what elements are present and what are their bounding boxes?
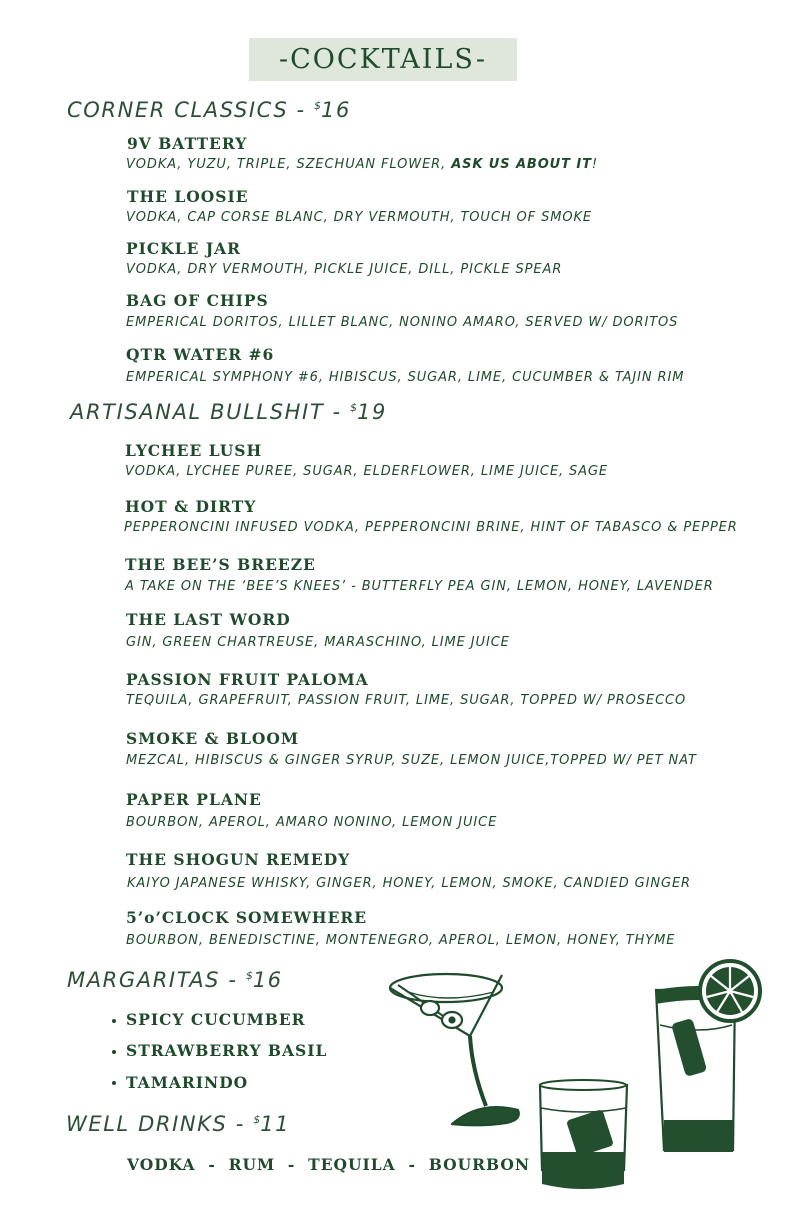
cocktail-name: LYCHEE LUSH xyxy=(125,441,263,460)
cocktail-description: EMPERICAL SYMPHONY #6, HIBISCUS, SUGAR, LIME, CUCUMBER & TAJIN RIM xyxy=(126,370,685,385)
cocktail-name: PAPER PLANE xyxy=(126,790,262,809)
cocktail-name: THE SHOGUN REMEDY xyxy=(126,850,351,869)
cocktail-description: GIN, GREEN CHARTREUSE, MARASCHINO, LIME JUICE xyxy=(126,635,510,650)
whiskey-glass-icon xyxy=(540,1080,627,1189)
menu-title: -COCKTAILS- xyxy=(279,44,487,75)
section-title: CORNER CLASSICS - xyxy=(67,98,314,122)
currency-symbol: $ xyxy=(313,99,321,112)
cocktail-name: PICKLE JAR xyxy=(126,239,242,258)
cocktail-name: HOT & DIRTY xyxy=(125,497,257,516)
lime-slice-icon xyxy=(700,961,760,1021)
cocktail-name: THE BEE’S BREEZE xyxy=(125,555,316,574)
martini-glass-icon xyxy=(390,974,519,1125)
cocktail-description: VODKA, CAP CORSE BLANC, DRY VERMOUTH, TOUCH OF SMOKE xyxy=(126,210,593,225)
cocktail-name: 5’o’CLOCK SOMEWHERE xyxy=(126,908,368,927)
cocktail-name: PASSION FRUIT PALOMA xyxy=(126,670,369,689)
cocktail-name: THE LAST WORD xyxy=(126,610,291,629)
currency-symbol: $ xyxy=(349,401,357,414)
cocktail-description: PEPPERONCINI INFUSED VODKA, PEPPERONCINI BRINE, HINT OF TABASCO & PEPPER xyxy=(124,520,738,535)
cocktail-description: EMPERICAL DORITOS, LILLET BLANC, NONINO AMARO, SERVED W/ DORITOS xyxy=(126,315,679,330)
cocktail-description: VODKA, DRY VERMOUTH, PICKLE JUICE, DILL, PICKLE SPEAR xyxy=(126,262,563,277)
section-title: ARTISANAL BULLSHIT - xyxy=(70,400,350,424)
section-title: MARGARITAS - xyxy=(67,968,246,992)
cocktail-description: MEZCAL, HIBISCUS & GINGER SYRUP, SUZE, LEMON JUICE,TOPPED W/ PET NAT xyxy=(126,753,697,768)
currency-symbol: $ xyxy=(253,1113,261,1126)
cocktail-description: KAIYO JAPANESE WHISKY, GINGER, HONEY, LEMON, SMOKE, CANDIED GINGER xyxy=(127,876,691,891)
section-price: 19 xyxy=(356,400,387,424)
currency-symbol: $ xyxy=(245,969,253,982)
margarita-item: SPICY CUCUMBER xyxy=(126,1010,306,1029)
section-title: WELL DRINKS - xyxy=(66,1112,254,1136)
cocktail-description: BOURBON, BENEDISCTINE, MONTENEGRO, APEROL, LEMON, HONEY, THYME xyxy=(126,933,676,948)
section-price: 11 xyxy=(260,1112,291,1136)
section-price: 16 xyxy=(320,98,351,122)
section-price: 16 xyxy=(252,968,283,992)
cocktail-name: BAG OF CHIPS xyxy=(126,291,269,310)
margarita-item: STRAWBERRY BASIL xyxy=(126,1041,328,1060)
well-drinks-list: VODKA - RUM - TEQUILA - BOURBON xyxy=(127,1155,531,1174)
cocktail-name: THE LOOSIE xyxy=(127,187,249,206)
cocktail-description: VODKA, LYCHEE PUREE, SUGAR, ELDERFLOWER, LIME JUICE, SAGE xyxy=(125,464,609,479)
cocktail-name: QTR WATER #6 xyxy=(126,345,275,364)
cocktail-name: 9V BATTERY xyxy=(127,134,248,153)
cocktail-name: SMOKE & BLOOM xyxy=(126,729,300,748)
cocktail-description: TEQUILA, GRAPEFRUIT, PASSION FRUIT, LIME, SUGAR, TOPPED W/ PROSECCO xyxy=(126,693,687,708)
cocktail-description: A TAKE ON THE ‘BEE’S KNEES’ - BUTTERFLY PEA GIN, LEMON, HONEY, LAVENDER xyxy=(125,579,714,594)
cocktail-description: BOURBON, APEROL, AMARO NONINO, LEMON JUICE xyxy=(126,815,498,830)
cocktail-description: VODKA, YUZU, TRIPLE, SZECHUAN FLOWER, ASK US ABOUT IT! xyxy=(126,157,598,172)
margarita-item: TAMARINDO xyxy=(126,1073,249,1092)
